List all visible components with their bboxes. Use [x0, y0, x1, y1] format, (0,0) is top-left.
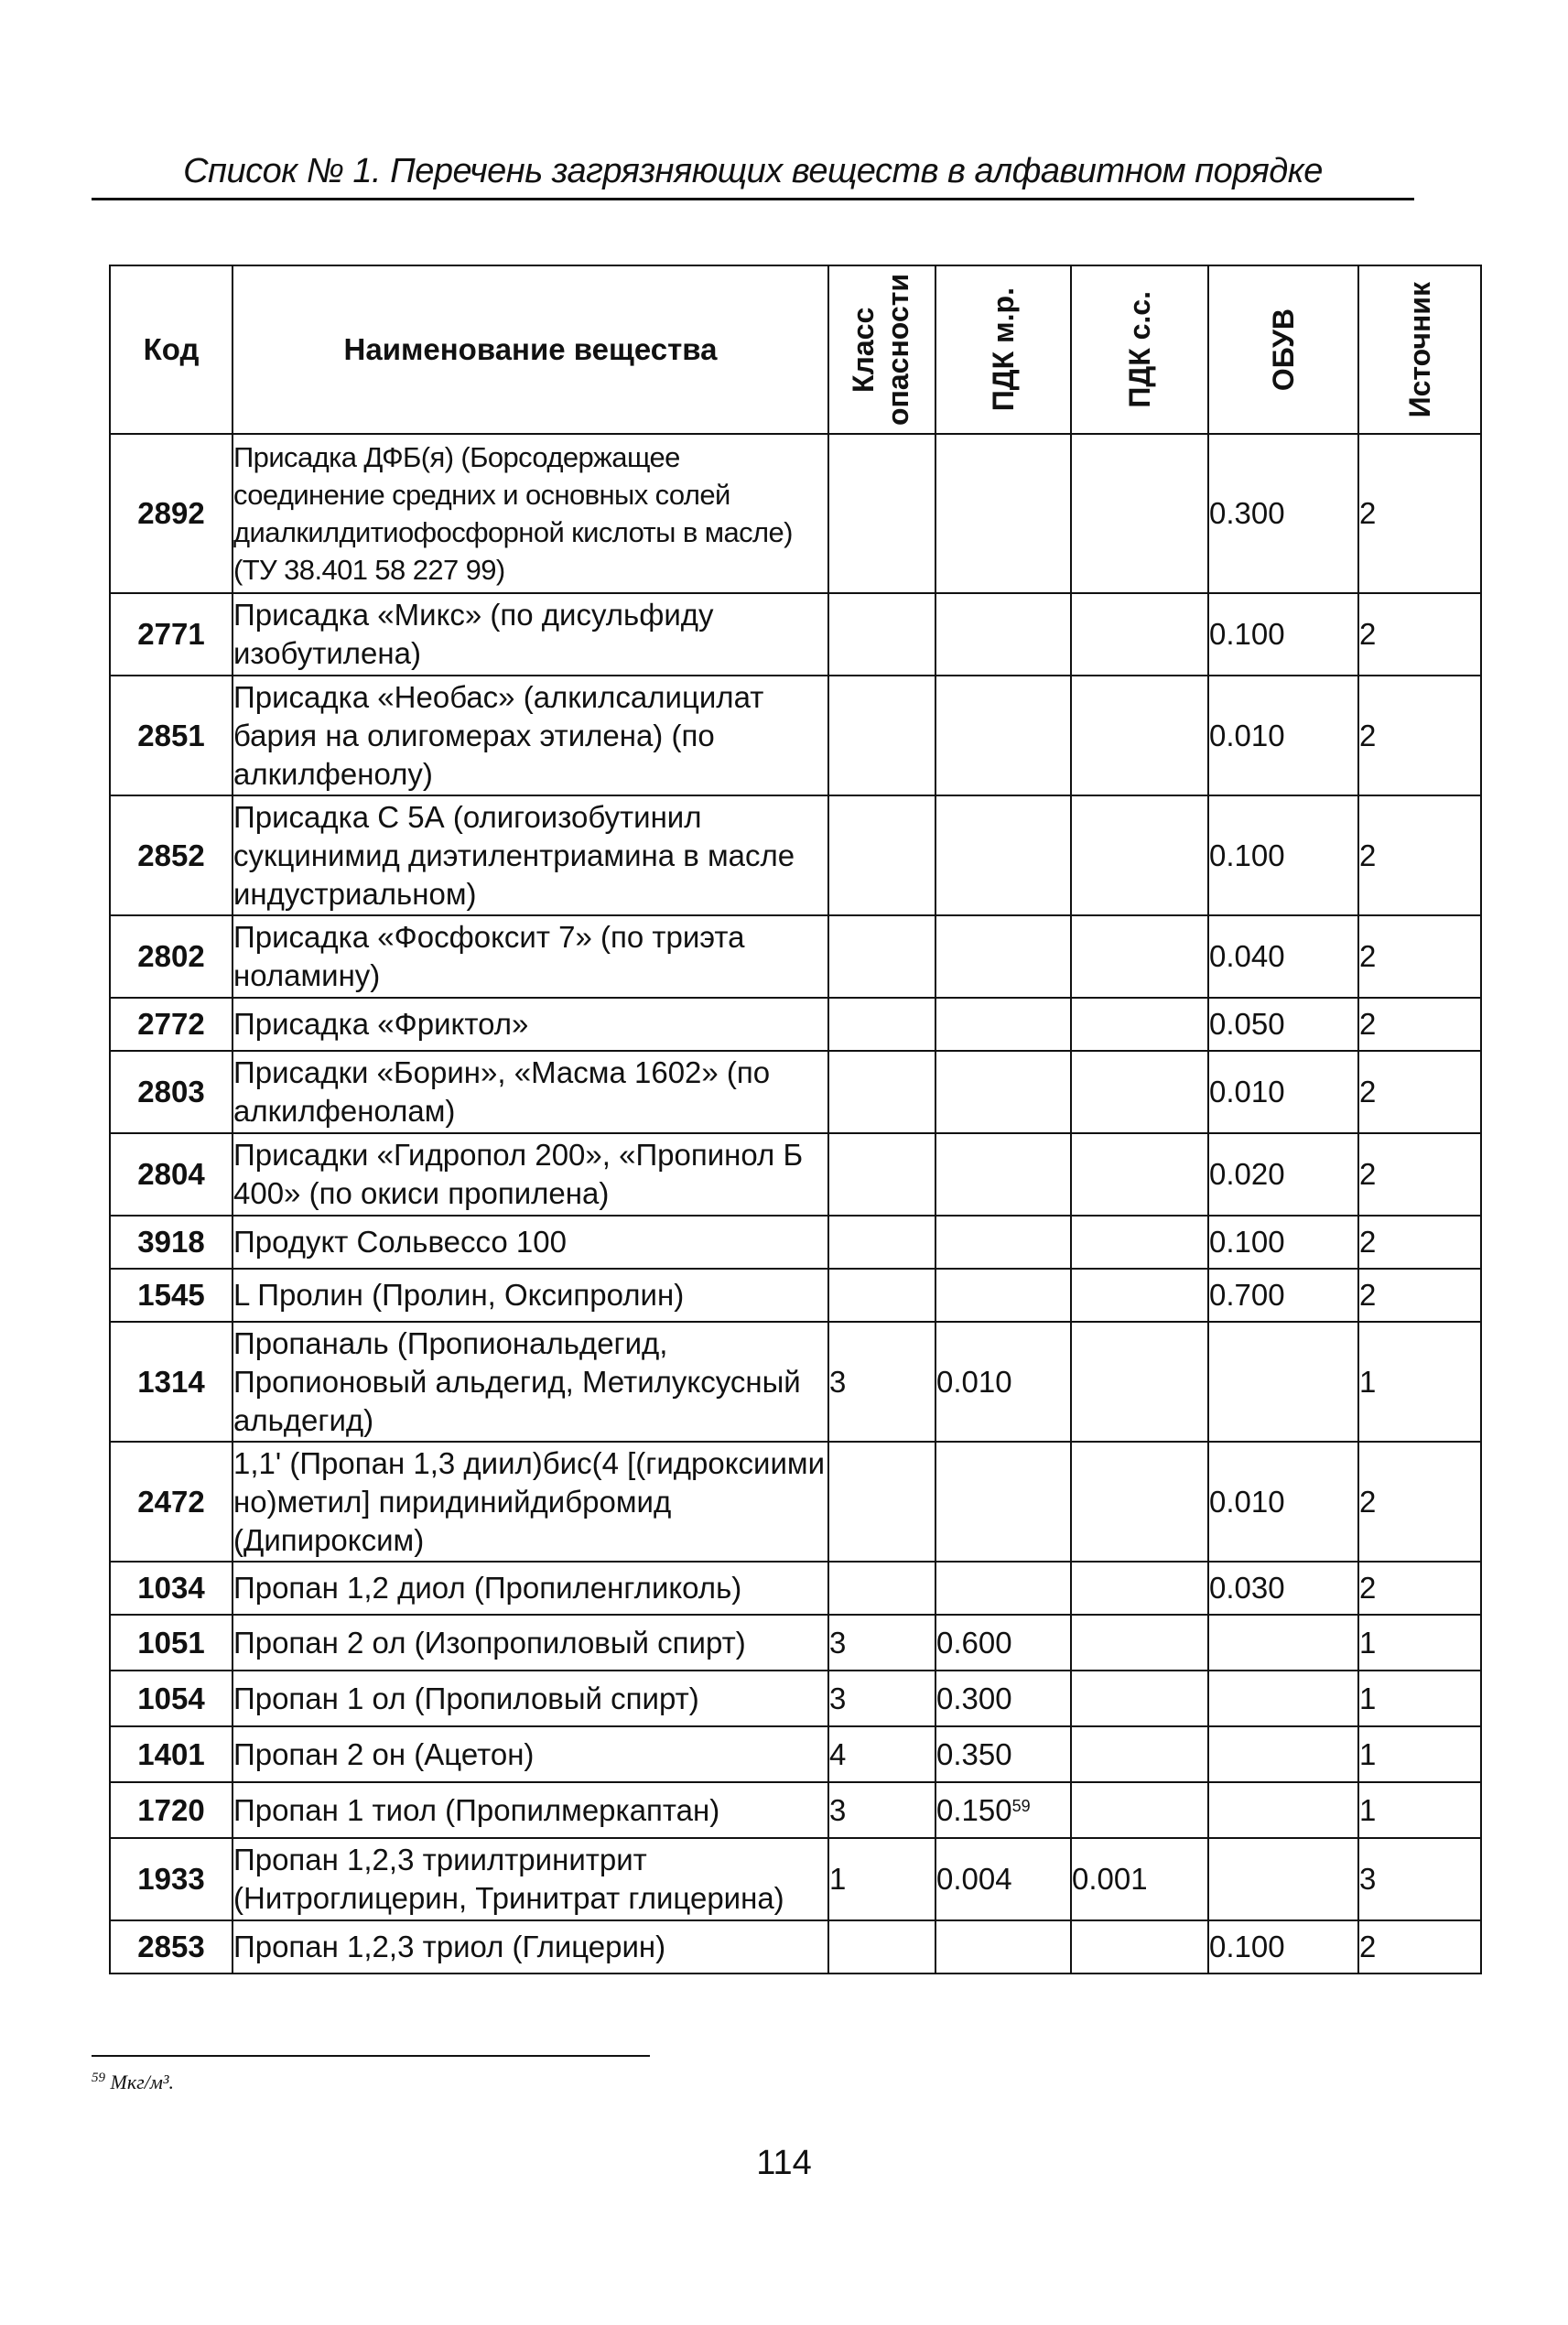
table-row	[110, 998, 1481, 1051]
cell-source: 2	[1358, 1051, 1481, 1133]
cell-hazard-class	[828, 1051, 935, 1133]
cell-pdk-ss	[1071, 1562, 1208, 1615]
cell-hazard-class	[828, 1920, 935, 1974]
cell-pdk-mr: 0.004	[935, 1838, 1071, 1920]
cell-pdk-mr	[935, 1216, 1071, 1269]
cell-name: Пропаналь (Пропиональдегид, Пропионовый альдегид, Метилуксусный альдегид)	[232, 1322, 828, 1442]
cell-pdk-ss	[1071, 915, 1208, 998]
cell-source: 2	[1358, 1269, 1481, 1322]
cell-pdk-mr: 0.600	[935, 1615, 1071, 1671]
table-header-row	[110, 265, 1481, 434]
cell-obuv	[1208, 1671, 1358, 1726]
cell-name: Присадки «Борин», «Масма 1602» (по алкилфенолам)	[232, 1051, 828, 1133]
cell-pdk-mr	[935, 676, 1071, 795]
cell-pdk-ss	[1071, 1671, 1208, 1726]
table-row	[110, 795, 1481, 915]
cell-hazard-class	[828, 1133, 935, 1216]
running-head-rule	[92, 198, 1414, 200]
cell-pdk-mr: 0.350	[935, 1726, 1071, 1782]
cell-pdk-ss	[1071, 593, 1208, 676]
cell-code: 1401	[110, 1726, 232, 1782]
cell-obuv: 0.010	[1208, 1051, 1358, 1133]
cell-hazard-class: 3	[828, 1782, 935, 1838]
cell-name: 1,1' (Пропан 1,3 диил)бис(4 [(гидроксиими но)метил] пиридинийдибромид (Дипироксим)	[232, 1442, 828, 1562]
cell-source: 2	[1358, 795, 1481, 915]
cell-source: 1	[1358, 1615, 1481, 1671]
cell-obuv	[1208, 1782, 1358, 1838]
cell-name: Присадка «Фриктол»	[232, 998, 828, 1051]
table-row	[110, 915, 1481, 998]
header-pdk-ss	[1071, 265, 1208, 434]
cell-obuv	[1208, 1615, 1358, 1671]
cell-code: 2892	[110, 434, 232, 593]
table-row	[110, 1920, 1481, 1974]
header-code: Код	[110, 265, 232, 434]
cell-code: 2853	[110, 1920, 232, 1974]
cell-source: 1	[1358, 1726, 1481, 1782]
header-source-label: Источник	[1403, 281, 1436, 418]
header-hazard-class	[828, 265, 935, 434]
table-row	[110, 1838, 1481, 1920]
cell-obuv: 0.100	[1208, 795, 1358, 915]
cell-obuv: 0.010	[1208, 676, 1358, 795]
cell-code: 1054	[110, 1671, 232, 1726]
cell-name: Присадка «Фосфоксит 7» (по триэта ноламину)	[232, 915, 828, 998]
cell-name: L Пролин (Пролин, Оксипролин)	[232, 1269, 828, 1322]
cell-hazard-class: 3	[828, 1322, 935, 1442]
cell-obuv: 0.010	[1208, 1442, 1358, 1562]
cell-pdk-ss	[1071, 676, 1208, 795]
table-row	[110, 1562, 1481, 1615]
cell-hazard-class	[828, 434, 935, 593]
cell-pdk-ss	[1071, 1442, 1208, 1562]
page-number: 114	[756, 2144, 812, 2182]
cell-obuv: 0.300	[1208, 434, 1358, 593]
cell-obuv: 0.040	[1208, 915, 1358, 998]
cell-pdk-mr: 0.300	[935, 1671, 1071, 1726]
cell-pdk-ss: 0.001	[1071, 1838, 1208, 1920]
cell-pdk-ss	[1071, 1782, 1208, 1838]
cell-source: 1	[1358, 1782, 1481, 1838]
cell-pdk-ss	[1071, 1726, 1208, 1782]
cell-hazard-class: 3	[828, 1615, 935, 1671]
header-hazard-class-label: Класс опасности	[846, 273, 914, 427]
cell-code: 1314	[110, 1322, 232, 1442]
cell-name: Пропан 1 тиол (Пропилмеркаптан)	[232, 1782, 828, 1838]
cell-name: Присадка «Микс» (по дисульфиду изобутилена)	[232, 593, 828, 676]
cell-source: 2	[1358, 434, 1481, 593]
cell-source: 2	[1358, 1216, 1481, 1269]
cell-code: 1545	[110, 1269, 232, 1322]
cell-pdk-mr	[935, 795, 1071, 915]
cell-pdk-mr	[935, 1133, 1071, 1216]
cell-name: Пропан 2 ол (Изопропиловый спирт)	[232, 1615, 828, 1671]
cell-pdk-mr	[935, 998, 1071, 1051]
cell-hazard-class	[828, 1562, 935, 1615]
cell-name: Продукт Сольвессо 100	[232, 1216, 828, 1269]
cell-obuv: 0.700	[1208, 1269, 1358, 1322]
cell-name: Пропан 1 ол (Пропиловый спирт)	[232, 1671, 828, 1726]
substances-table	[109, 265, 1482, 1974]
cell-obuv: 0.050	[1208, 998, 1358, 1051]
header-source	[1358, 265, 1481, 434]
cell-name: Пропан 1,2 диол (Пропиленгликоль)	[232, 1562, 828, 1615]
cell-code: 2804	[110, 1133, 232, 1216]
cell-code: 2803	[110, 1051, 232, 1133]
table-row	[110, 1615, 1481, 1671]
cell-code: 2851	[110, 676, 232, 795]
cell-hazard-class: 3	[828, 1671, 935, 1726]
cell-code: 2802	[110, 915, 232, 998]
cell-pdk-ss	[1071, 1269, 1208, 1322]
cell-pdk-mr	[935, 1562, 1071, 1615]
cell-hazard-class	[828, 795, 935, 915]
cell-name: Пропан 2 он (Ацетон)	[232, 1726, 828, 1782]
cell-pdk-ss	[1071, 434, 1208, 593]
cell-pdk-ss	[1071, 795, 1208, 915]
table-row	[110, 1269, 1481, 1322]
cell-hazard-class	[828, 998, 935, 1051]
header-name: Наименование вещества	[232, 265, 828, 434]
footnote	[92, 2071, 174, 2094]
cell-obuv: 0.030	[1208, 1562, 1358, 1615]
cell-code: 2852	[110, 795, 232, 915]
cell-code: 2772	[110, 998, 232, 1051]
cell-obuv	[1208, 1726, 1358, 1782]
cell-pdk-mr	[935, 1782, 1071, 1838]
cell-pdk-mr: 0.010	[935, 1322, 1071, 1442]
cell-name: Пропан 1,2,3 триилтринитрит (Нитроглицерин, Тринитрат глицерина)	[232, 1838, 828, 1920]
cell-name: Присадка С 5А (олигоизобутинил сукцинимид диэтилентриамина в масле индустриальном)	[232, 795, 828, 915]
cell-pdk-mr	[935, 434, 1071, 593]
cell-pdk-ss	[1071, 1051, 1208, 1133]
table-row	[110, 1671, 1481, 1726]
cell-hazard-class: 1	[828, 1838, 935, 1920]
cell-code: 2771	[110, 593, 232, 676]
running-head: Список № 1. Перечень загрязняющих веществ в алфавитном порядке	[183, 152, 1323, 190]
cell-hazard-class	[828, 676, 935, 795]
header-pdk-mr-label: ПДК м.р.	[987, 287, 1020, 412]
table-row	[110, 593, 1481, 676]
cell-code: 2472	[110, 1442, 232, 1562]
cell-hazard-class	[828, 593, 935, 676]
table-row	[110, 1051, 1481, 1133]
cell-obuv: 0.100	[1208, 593, 1358, 676]
cell-code: 1051	[110, 1615, 232, 1671]
cell-hazard-class	[828, 1442, 935, 1562]
cell-pdk-mr	[935, 1269, 1071, 1322]
cell-source: 1	[1358, 1322, 1481, 1442]
cell-code: 1720	[110, 1782, 232, 1838]
cell-obuv: 0.020	[1208, 1133, 1358, 1216]
cell-obuv	[1208, 1838, 1358, 1920]
table-row	[110, 1442, 1481, 1562]
cell-pdk-mr	[935, 1051, 1071, 1133]
footnote-ref: 59	[1011, 1796, 1031, 1815]
cell-hazard-class	[828, 1216, 935, 1269]
cell-code: 3918	[110, 1216, 232, 1269]
cell-pdk-ss	[1071, 998, 1208, 1051]
cell-pdk-ss	[1071, 1920, 1208, 1974]
cell-obuv	[1208, 1322, 1358, 1442]
table-row	[110, 1782, 1481, 1838]
footnote-marker: 59	[92, 2071, 105, 2085]
cell-source: 3	[1358, 1838, 1481, 1920]
cell-pdk-ss	[1071, 1322, 1208, 1442]
cell-source: 2	[1358, 1442, 1481, 1562]
cell-source: 2	[1358, 676, 1481, 795]
cell-name: Присадка ДФБ(я) (Борсодержащее соединение средних и основных солей диалкилдитиофосфорной кислоты в масле) (ТУ 38.401 58 227 99)	[232, 434, 828, 593]
cell-source: 2	[1358, 593, 1481, 676]
cell-source: 2	[1358, 1133, 1481, 1216]
footnote-rule	[92, 2055, 650, 2057]
cell-pdk-mr	[935, 1920, 1071, 1974]
cell-name: Пропан 1,2,3 триол (Глицерин)	[232, 1920, 828, 1974]
header-pdk-mr	[935, 265, 1071, 434]
cell-hazard-class: 4	[828, 1726, 935, 1782]
table-row	[110, 434, 1481, 593]
table-row	[110, 1216, 1481, 1269]
cell-pdk-ss	[1071, 1133, 1208, 1216]
cell-source: 2	[1358, 1562, 1481, 1615]
cell-code: 1034	[110, 1562, 232, 1615]
cell-source: 2	[1358, 915, 1481, 998]
cell-hazard-class	[828, 1269, 935, 1322]
table-row	[110, 676, 1481, 795]
cell-source: 2	[1358, 998, 1481, 1051]
header-obuv	[1208, 265, 1358, 434]
header-pdk-ss-label: ПДК с.с.	[1123, 291, 1156, 408]
cell-pdk-ss	[1071, 1216, 1208, 1269]
cell-pdk-mr	[935, 1442, 1071, 1562]
footnote-text: Мкг/м³.	[110, 2071, 174, 2093]
table-row	[110, 1133, 1481, 1216]
cell-hazard-class	[828, 915, 935, 998]
cell-obuv: 0.100	[1208, 1216, 1358, 1269]
table-row	[110, 1322, 1481, 1442]
cell-pdk-mr	[935, 593, 1071, 676]
table-row	[110, 1726, 1481, 1782]
cell-obuv: 0.100	[1208, 1920, 1358, 1974]
cell-pdk-ss	[1071, 1615, 1208, 1671]
cell-code: 1933	[110, 1838, 232, 1920]
cell-pdk-mr	[935, 915, 1071, 998]
cell-source: 1	[1358, 1671, 1481, 1726]
cell-source: 2	[1358, 1920, 1481, 1974]
cell-name: Присадки «Гидропол 200», «Пропинол Б 400» (по окиси пропилена)	[232, 1133, 828, 1216]
cell-name: Присадка «Необас» (алкилсалицилат бария на олигомерах этилена) (по алкилфенолу)	[232, 676, 828, 795]
header-obuv-label: ОБУВ	[1267, 308, 1300, 392]
cell-pdk-mr-value: 0.150	[936, 1792, 1012, 1827]
